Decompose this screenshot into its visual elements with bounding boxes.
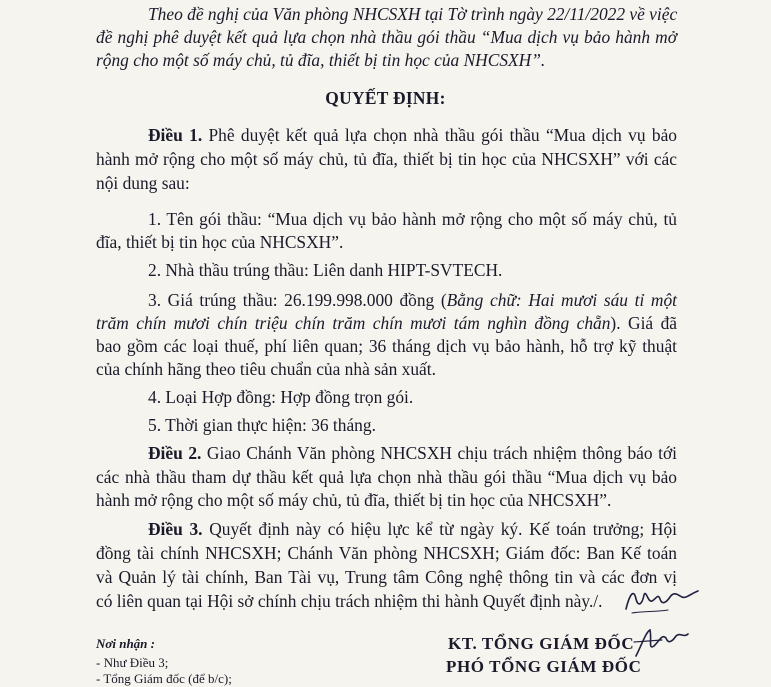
article3-line-4: có liên quan tại Hội sở chính chịu trách nhiệm thi hành Quyết định này./.	[96, 591, 603, 611]
signature-title-line-1: KT. TỔNG GIÁM ĐỐC	[448, 634, 635, 653]
item4-line: 4. Loại Hợp đồng: Hợp đồng trọn gói.	[148, 387, 414, 407]
article2-line-3: hành mở rộng cho một số máy chủ, tủ đĩa, thiết bị tin học của NHCSXH”.	[96, 490, 612, 510]
article3-line-2: đồng tài chính NHCSXH; Chánh Văn phòng NHCSXH; Giám đốc: Ban Kế toán	[96, 543, 677, 563]
item2-line: 2. Nhà thầu trúng thầu: Liên danh HIPT-SVTECH.	[148, 260, 503, 280]
recipients-heading: Nơi nhận :	[96, 636, 155, 651]
item5-line: 5. Thời gian thực hiện: 36 tháng.	[148, 415, 376, 435]
item3-line-1	[148, 289, 677, 311]
article1-line-3: nội dung sau:	[96, 173, 190, 193]
article2-line-2: các nhà thầu tham dự thầu kết quả lựa chọn nhà thầu gói thầu “Mua dịch vụ bảo	[96, 467, 677, 487]
item1-line-1: 1. Tên gói thầu: “Mua dịch vụ bảo hành mở rộng cho một số máy chủ, tủ	[148, 209, 677, 229]
item3-line-3: bao gồm các loại thuế, phí liên quan; 36 tháng dịch vụ bảo hành, hỗ trợ kỹ thuật	[96, 336, 677, 356]
item3-price: 3. Giá trúng thầu: 26.199.998.000 đồng (	[148, 290, 447, 310]
item3-in-words-1: Bằng chữ: Hai mươi sáu tỉ một	[446, 290, 677, 310]
item3-line-2	[96, 312, 677, 334]
preamble-line-3: rộng cho một số máy chủ, tủ đĩa, thiết bị tin học của NHCSXH”.	[96, 50, 546, 70]
article1-line-2: hành mở rộng cho một số máy chủ, tủ đĩa, thiết bị tin học của NHCSXH” với các	[96, 149, 677, 169]
signature-title-line-2: PHÓ TỔNG GIÁM ĐỐC	[446, 657, 642, 676]
article2-line-1	[148, 442, 677, 464]
recipient-item-2: - Tổng Giám đốc (để b/c);	[96, 671, 232, 686]
decision-title: QUYẾT ĐỊNH:	[325, 88, 446, 108]
preamble-line-1: Theo đề nghị của Văn phòng NHCSXH tại Tờ trình ngày 22/11/2022 về việc	[148, 4, 678, 24]
article3-line-3: và Quản lý tài chính, Ban Tài vụ, Trung tâm Công nghệ thông tin và các đơn vị	[96, 567, 677, 587]
item3-line-4: của chính hãng theo tiêu chuẩn của nhà sản xuất.	[96, 359, 436, 379]
article3-label: Điều 3.	[148, 519, 203, 539]
preamble-line-2: đề nghị phê duyệt kết quả lựa chọn nhà thầu gói thầu “Mua dịch vụ bảo hành mở	[96, 27, 677, 47]
article1-line-1	[148, 124, 677, 146]
article3-line-1	[148, 518, 677, 540]
item3-line-2-suffix: ). Giá đã	[610, 313, 678, 333]
signature-scribble	[632, 626, 692, 660]
item3-in-words-2: trăm chín mươi chín triệu chín trăm chín mươi tám nghìn đồng chẵn	[96, 313, 611, 333]
recipient-item-1: - Như Điều 3;	[96, 655, 169, 670]
item1-line-2: đĩa, thiết bị tin học của NHCSXH”.	[96, 232, 344, 252]
article2-label: Điều 2.	[148, 443, 202, 463]
article3-line-1-text: Quyết định này có hiệu lực kể từ ngày ký. Kế toán trưởng; Hội	[202, 519, 677, 539]
article2-line-1-text: Giao Chánh Văn phòng NHCSXH chịu trách nhiệm thông báo tới	[201, 443, 677, 463]
article1-line-1-text: Phê duyệt kết quả lựa chọn nhà thầu gói thầu “Mua dịch vụ bảo	[202, 125, 677, 145]
initial-signature-mark	[622, 585, 702, 615]
article1-label: Điều 1.	[148, 125, 203, 145]
